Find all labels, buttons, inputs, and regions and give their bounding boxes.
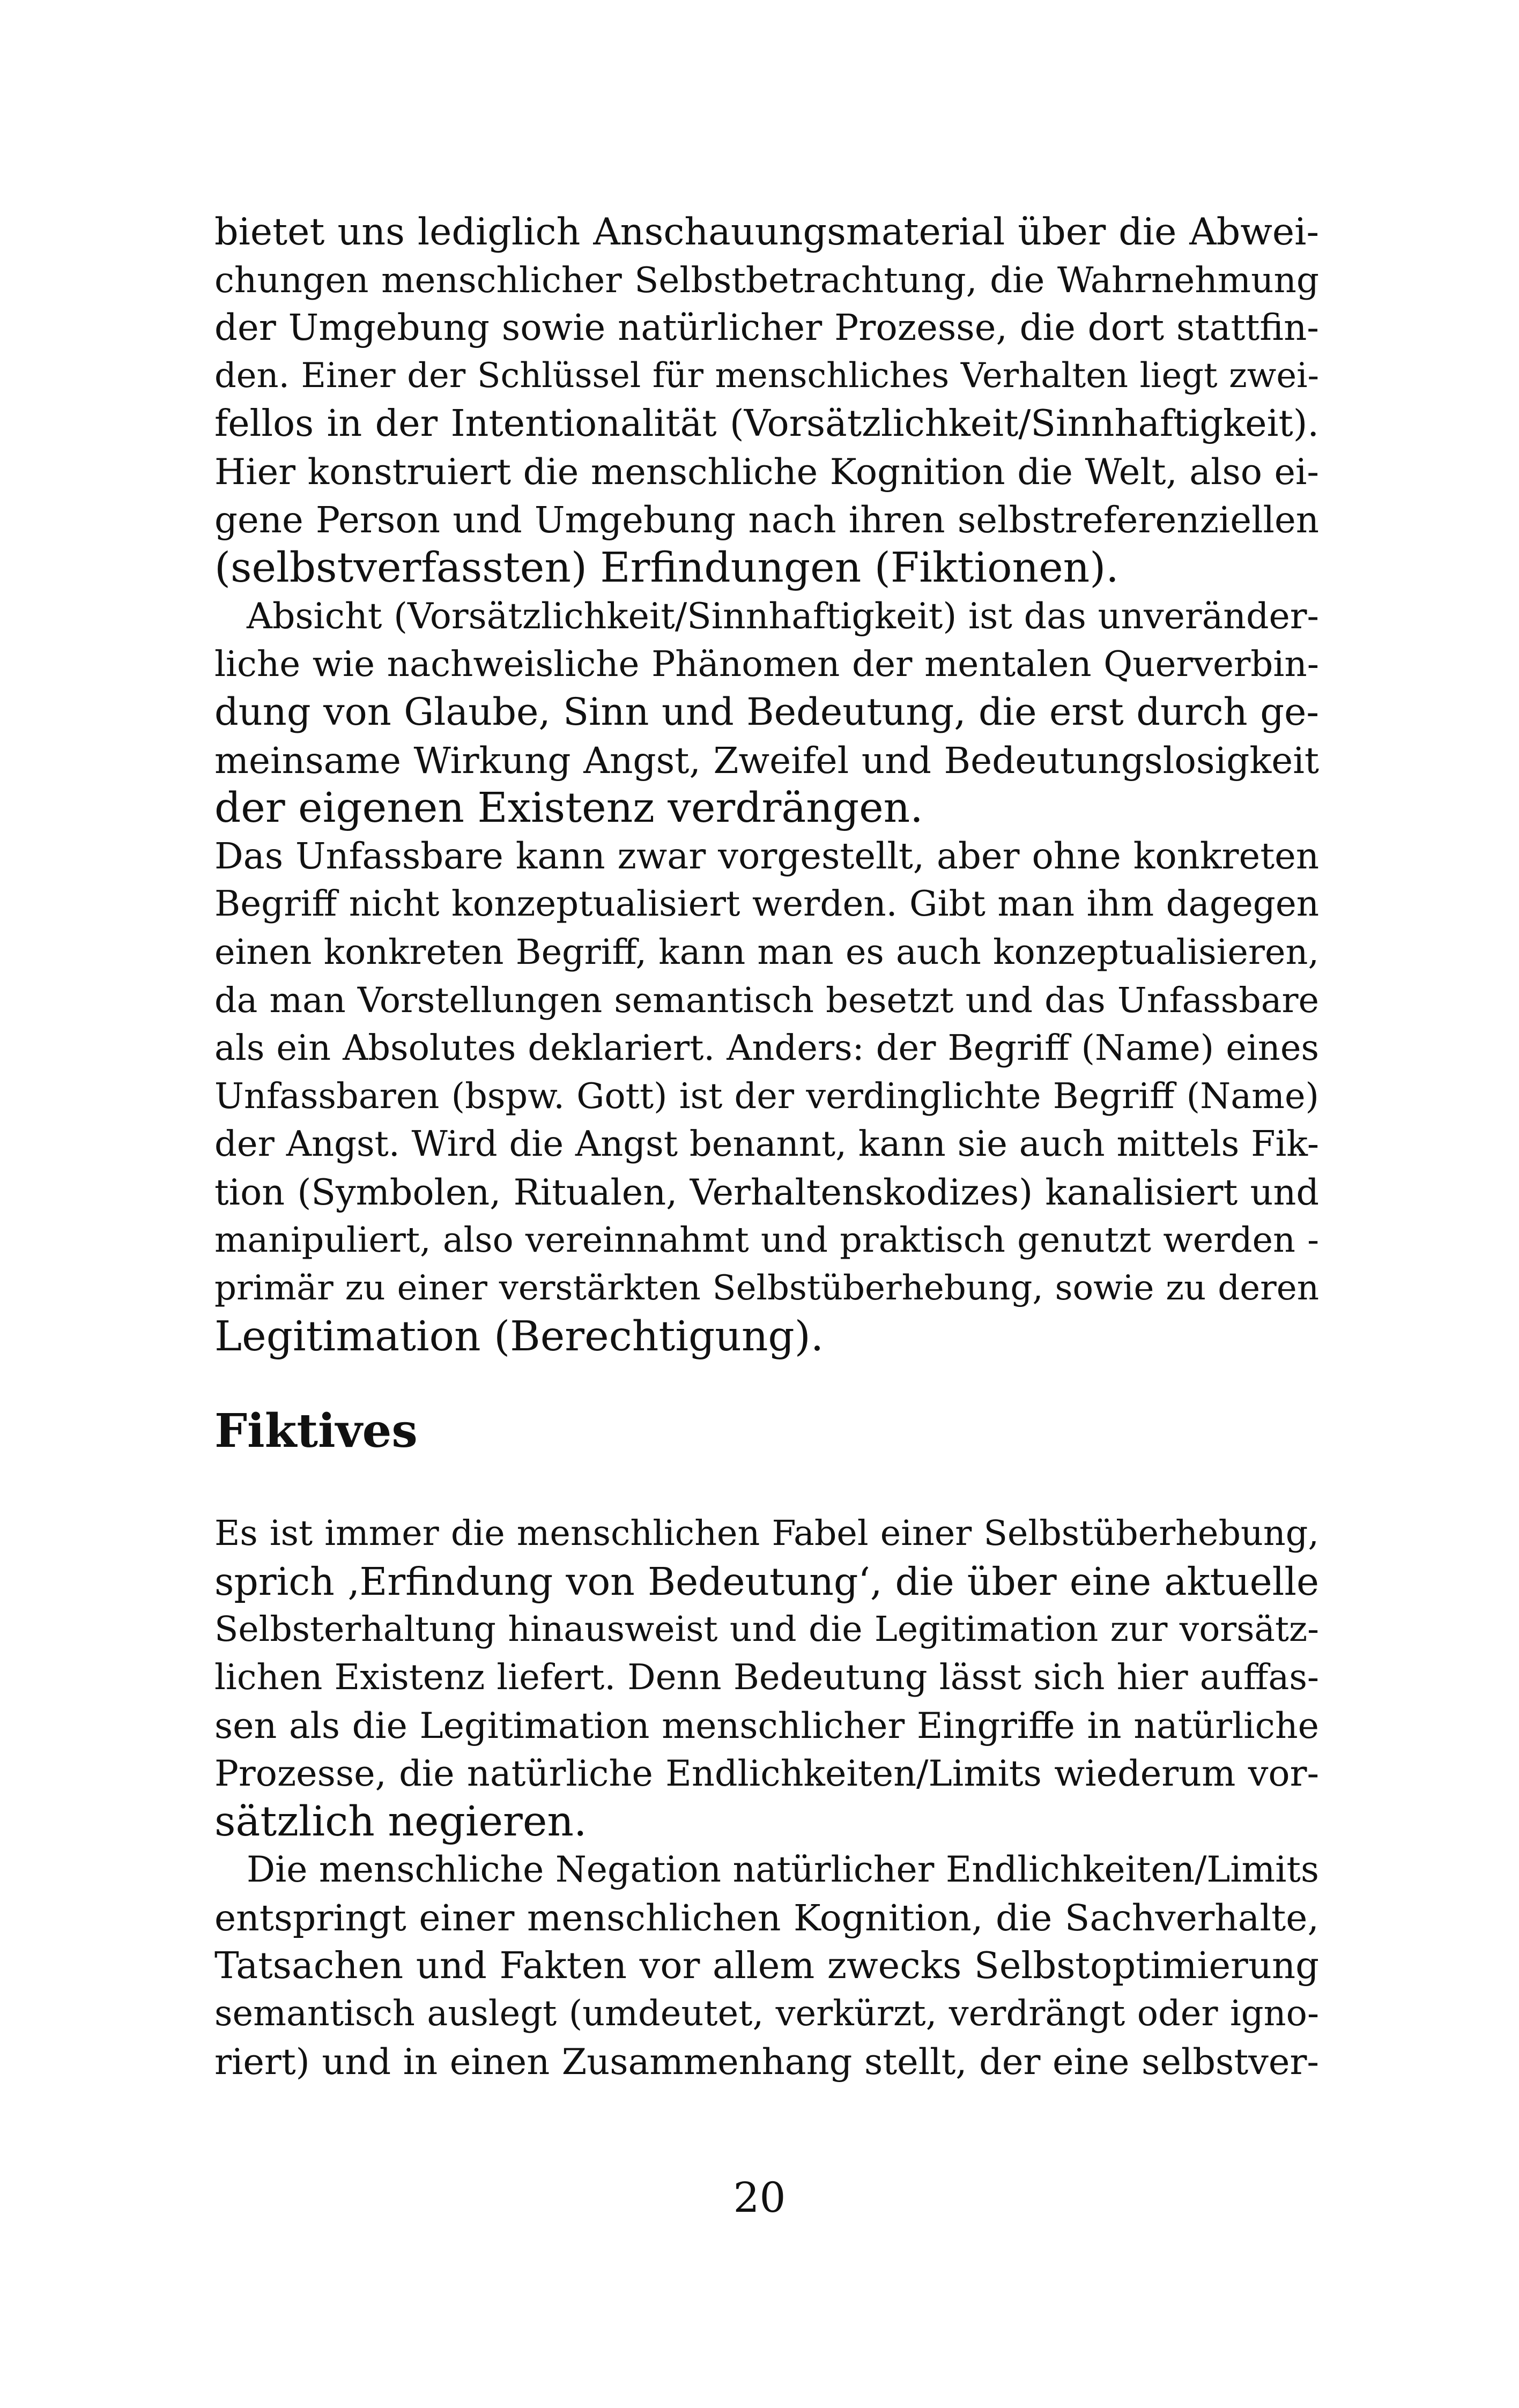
text-line: chungen menschlicher Selbstbetrachtung, die Wahrnehmung — [214, 259, 1319, 301]
paragraph — [214, 208, 1319, 592]
text-line: Das Unfassbare kann zwar vorgestellt, aber ohne konkreten — [214, 835, 1319, 877]
text-line: semantisch auslegt (umdeutet, verkürzt, verdrängt oder igno- — [214, 1993, 1319, 2034]
text-line: dung von Glaube, Sinn und Bedeutung, die erst durch ge- — [214, 690, 1319, 734]
text-line: sprich ‚Erfindung von Bedeutung‘, die über eine aktuelle — [214, 1559, 1319, 1604]
text-line: gene Person und Umgebung nach ihren selbstreferenziellen — [214, 499, 1319, 541]
book-page — [214, 208, 1319, 2086]
text-line: entspringt einer menschlichen Kognition, die Sachverhalte, — [214, 1897, 1319, 1939]
text-line: den. Einer der Schlüssel für menschliches Verhalten liegt zwei- — [214, 355, 1319, 396]
text-line: der Umgebung sowie natürlicher Prozesse, die dort stattfin- — [214, 307, 1319, 349]
text-block-top — [214, 208, 1319, 1361]
text-line: Die menschliche Negation natürlicher Endlichkeiten/Limits — [247, 1849, 1319, 1891]
text-line: meinsame Wirkung Angst, Zweifel und Bedeutungslosigkeit — [214, 739, 1319, 782]
text-line: primär zu einer verstärkten Selbstüberhebung, sowie zu deren — [214, 1268, 1319, 1309]
paragraph — [214, 1846, 1319, 2086]
text-line: riert) und in einen Zusammenhang stellt, der eine selbstver- — [214, 2040, 1319, 2083]
text-line: Es ist immer die menschlichen Fabel einer Selbstüberhebung, — [214, 1513, 1319, 1554]
text-line: (selbstverfassten) Erfindungen (Fiktionen). — [214, 544, 1119, 592]
text-line: der Angst. Wird die Angst benannt, kann sie auch mittels Fik- — [214, 1124, 1319, 1165]
paragraph — [214, 833, 1319, 1361]
text-block-bottom — [214, 1510, 1319, 2086]
text-line: Selbsterhaltung hinausweist und die Legitimation zur vorsätz- — [214, 1609, 1319, 1650]
text-line: Begriff nicht konzeptualisiert werden. Gibt man ihm dagegen — [214, 883, 1319, 925]
text-line: lichen Existenz liefert. Denn Bedeutung lässt sich hier auffas- — [214, 1657, 1319, 1698]
text-line: der eigenen Existenz verdrängen. — [214, 784, 923, 833]
paragraph — [214, 1510, 1319, 1846]
text-line: da man Vorstellungen semantisch besetzt und das Unfassbare — [214, 980, 1319, 1021]
text-line: einen konkreten Begriff, kann man es auch konzeptualisieren, — [214, 932, 1319, 972]
text-line: als ein Absolutes deklariert. Anders: der Begriff (Name) eines — [214, 1028, 1319, 1069]
text-line: Unfassbaren (bspw. Gott) ist der verdinglichte Begriff (Name) — [214, 1075, 1319, 1117]
page-number: 20 — [733, 2174, 786, 2222]
section-heading: Fiktives — [214, 1404, 418, 1459]
text-line: sätzlich negieren. — [214, 1797, 587, 1846]
text-line: liche wie nachweisliche Phänomen der mentalen Querverbin- — [214, 643, 1319, 685]
text-line: fellos in der Intentionalität (Vorsätzlichkeit/Sinnhaftigkeit). — [214, 403, 1319, 445]
text-line: Prozesse, die natürliche Endlichkeiten/Limits wiederum vor- — [214, 1752, 1319, 1795]
text-line: Tatsachen und Fakten vor allem zwecks Selbstoptimierung — [214, 1944, 1319, 1987]
text-line: Absicht (Vorsätzlichkeit/Sinnhaftigkeit) ist das unveränder- — [247, 594, 1319, 637]
text-line: manipuliert, also vereinnahmt und praktisch genutzt werden - — [214, 1220, 1319, 1261]
text-line: bietet uns lediglich Anschauungsmaterial über die Abwei- — [214, 210, 1319, 254]
text-line: sen als die Legitimation menschlicher Eingriffe in natürliche — [214, 1704, 1319, 1746]
text-line: tion (Symbolen, Ritualen, Verhaltenskodizes) kanalisiert und — [214, 1171, 1319, 1213]
text-line: Hier konstruiert die menschliche Kognition die Welt, also ei- — [214, 450, 1319, 493]
paragraph — [214, 592, 1319, 833]
text-line: Legitimation (Berechtigung). — [214, 1312, 824, 1361]
